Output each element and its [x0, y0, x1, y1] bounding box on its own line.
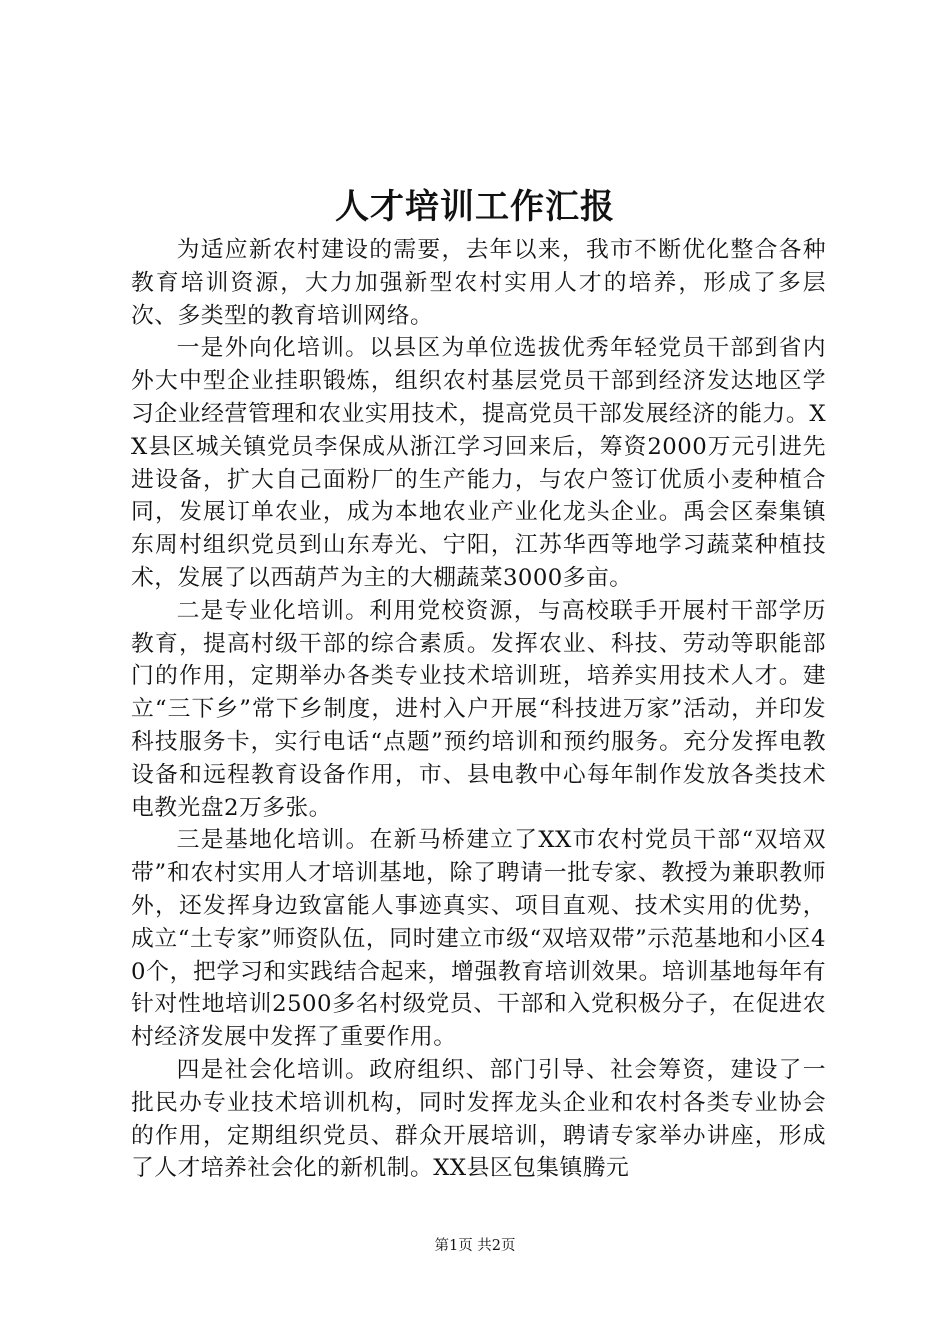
page-number: 第1页 共2页: [434, 1238, 516, 1254]
document-title: 人才培训工作汇报: [335, 187, 615, 227]
paragraph-professional-training: 二是专业化培训。利用党校资源，与高校联手开展村干部学历教育，提高村级干部的综合素质。发挥农业、科技、劳动等职能部门的作用，定期举办各类专业技术培训班，培养实用技术人才。建立“三下乡”常下乡制度，进村入户开展“科技进万家”活动，并印发科技服务卡，实行电话“点题”预约培训和预约服务。充分发挥电教设备和远程教育设备作用，市、县电教中心每年制作发放各类技术电教光盘2万多张。: [131, 597, 826, 821]
paragraph-base-training: 三是基地化培训。在新马桥建立了XX市农村党员干部“双培双带”和农村实用人才培训基地，除了聘请一批专家、教授为兼职教师外，还发挥身边致富能人事迹真实、项目直观、技术实用的优势，成立“土专家”师资队伍，同时建立市级“双培双带”示范基地和小区40个，把学习和实践结合起来，增强教育培训效果。培训基地每年有针对性地培训2500多名村级党员、干部和入党积极分子，在促进农村经济发展中发挥了重要作用。: [131, 827, 826, 1051]
paragraph-outward-training: 一是外向化培训。以县区为单位选拔优秀年轻党员干部到省内外大中型企业挂职锻炼，组织农村基层党员干部到经济发达地区学习企业经营管理和农业实用技术，提高党员干部发展经济的能力。XX县区城关镇党员李保成从浙江学习回来后，筹资2000万元引进先进设备，扩大自己面粉厂的生产能力，与农户签订优质小麦种植合同，发展订单农业，成为本地农业产业化龙头企业。禹会区秦集镇东周村组织党员到山东寿光、宁阳，江苏华西等地学习蔬菜种植技术，发展了以西葫芦为主的大棚蔬菜3000多亩。: [131, 335, 826, 591]
paragraph-social-training: 四是社会化培训。政府组织、部门引导、社会筹资，建设了一批民办专业技术培训机构，同时发挥龙头企业和农村各类专业协会的作用，定期组织党员、群众开展培训，聘请专家举办讲座，形成了人才培养社会化的新机制。XX县区包集镇腾元: [131, 1056, 826, 1182]
document-body: [131, 234, 826, 1185]
paragraph-intro: 为适应新农村建设的需要，去年以来，我市不断优化整合各种教育培训资源，大力加强新型农村实用人才的培养，形成了多层次、多类型的教育培训网络。: [131, 237, 826, 329]
